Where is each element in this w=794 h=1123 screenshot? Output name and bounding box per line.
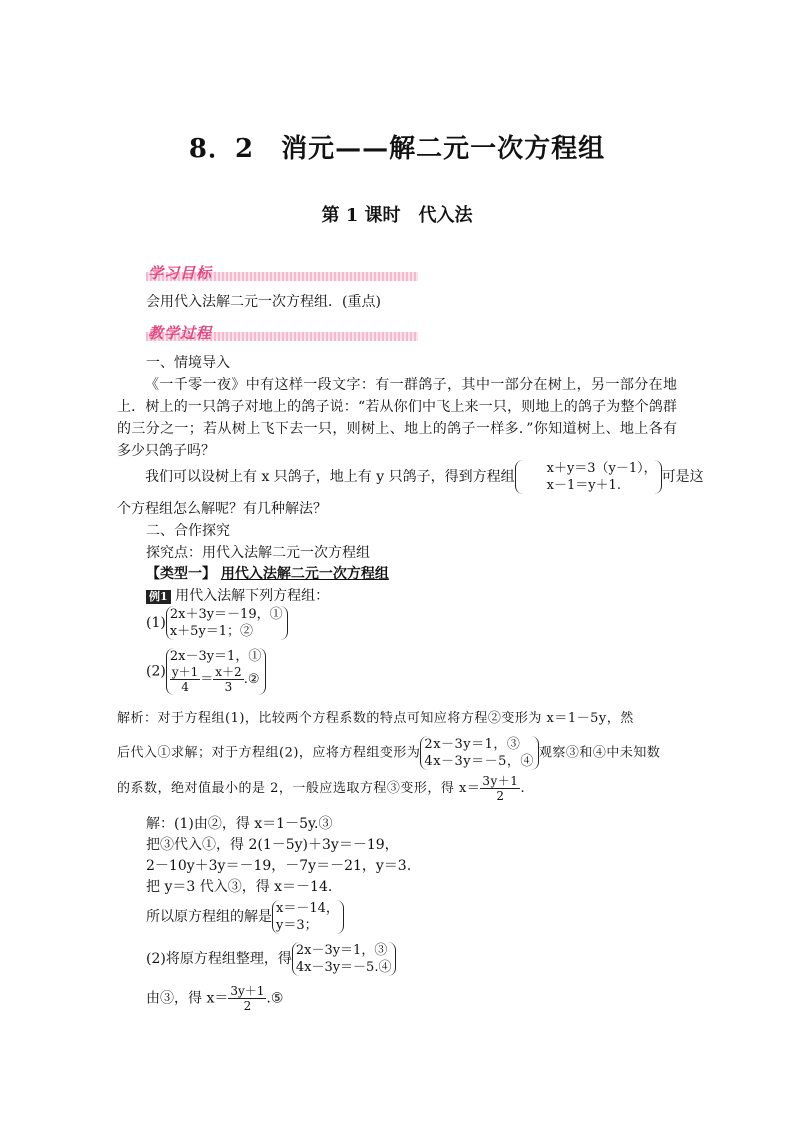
analysis-line1: 解析：对于方程组(1)，比较两个方程系数的特点可知应将方程②变形为 x＝1－5y，然 bbox=[117, 711, 634, 726]
equation: x－1＝y＋1. bbox=[546, 478, 621, 493]
analysis-text: 的系数，绝对值最小的是 2，一般应选取方程③变形，得 x＝ bbox=[117, 781, 481, 796]
section-goal-header bbox=[146, 262, 418, 284]
equation: 4x－3y＝－5，④ bbox=[424, 754, 534, 769]
assume-system bbox=[515, 460, 662, 494]
part1-heading: 一、情境导入 bbox=[146, 355, 230, 371]
fraction: $\frac{3y+1}{2}$ bbox=[482, 774, 519, 803]
assume-line2: 个方程组怎么解呢？有几种解法？ bbox=[117, 501, 327, 517]
example-text: 用代入法解下列方程组： bbox=[175, 588, 330, 604]
equation: 4x－3y＝－5.④ bbox=[295, 960, 392, 975]
solution-line4: 把 y＝3 代入③，得 x＝－14. bbox=[146, 879, 333, 895]
assume-pre: 我们可以设树上有 x 只鸽子，地上有 y 只鸽子，得到方程组 bbox=[145, 469, 515, 485]
question-2 bbox=[146, 648, 266, 695]
solution-line7: 由③，得 x＝ $\frac{3y+1}{2}$ .⑤ bbox=[146, 984, 284, 1013]
equation: x＋y＝3（y－1）， bbox=[546, 461, 657, 476]
story-paragraph: 《一千零一夜》中有这样一段文字：有一群鸽子，其中一部分在树上，另一部分在地上．树上的一只鸽子对地上的鸽子说：“若从你们中飞上来一只，则地上的鸽子为整个鸽群的三分之一；若从树上飞下去一只，则树上、地上的鸽子一样多．”你知道树上、地上各有多少只鸽子吗？ bbox=[117, 377, 677, 459]
equation: x＝－14， bbox=[276, 901, 339, 916]
type1-title: 用代入法解二元一次方程组 bbox=[220, 566, 389, 582]
q1-system bbox=[166, 606, 288, 640]
page-title: 8．2 消元——解二元一次方程组 bbox=[188, 134, 606, 164]
solution-line2: 把③代入①，得 2(1－5y)＋3y＝－19， bbox=[146, 837, 399, 853]
fraction: $\frac{x+2}{3}$ bbox=[215, 665, 242, 694]
explore-heading: 探究点：用代入法解二元一次方程组 bbox=[146, 545, 370, 561]
solution-line6 bbox=[146, 942, 396, 976]
solution-line5 bbox=[146, 900, 344, 934]
fraction: $\frac{y+1}{4}$ bbox=[171, 665, 199, 694]
equation: y＝3； bbox=[276, 918, 318, 933]
equation: 2x－3y＝1，③ bbox=[295, 943, 388, 958]
section-process-header bbox=[146, 322, 418, 344]
fraction: $\frac{3y+1}{2}$ bbox=[230, 984, 265, 1013]
q2-system bbox=[166, 648, 267, 695]
solution-text: 所以原方程组的解是 bbox=[146, 909, 272, 925]
type1-tag: 【类型一】 bbox=[146, 566, 216, 582]
assume-post: 可是这 bbox=[661, 469, 704, 485]
example-tag: 例1 bbox=[146, 590, 171, 604]
equation: 2x－3y＝1，① bbox=[169, 649, 262, 664]
analysis-line3: 的系数，绝对值最小的是 2，一般应选取方程③变形，得 x＝ $\frac{3y+1}{2}$ . bbox=[117, 774, 526, 803]
q1-label: (1) bbox=[146, 615, 166, 631]
part2-heading: 二、合作探究 bbox=[146, 523, 230, 539]
solution-line1: 解：(1)由②，得 x＝1－5y.③ bbox=[146, 816, 333, 832]
equation: 2x－3y＝1，③ bbox=[424, 737, 521, 752]
section-process-label: 教学过程 bbox=[148, 324, 213, 342]
assume-line bbox=[117, 460, 704, 494]
question-1 bbox=[146, 606, 288, 640]
solution-system bbox=[272, 900, 344, 934]
section-goal-label: 学习目标 bbox=[148, 264, 213, 282]
solution-text: (2)将原方程组整理，得 bbox=[146, 951, 292, 967]
equation: x＋5y＝1；② bbox=[169, 624, 254, 639]
analysis-text: 观察③和④中未知数 bbox=[538, 745, 661, 761]
example-line bbox=[146, 585, 329, 607]
solution-system bbox=[292, 942, 397, 976]
solution-text: 由③，得 x＝ bbox=[146, 990, 229, 1007]
analysis-line2 bbox=[117, 736, 677, 770]
type1-heading bbox=[146, 563, 389, 585]
equation: $\frac{y+1}{4}$ ＝ $\frac{x+2}{3}$ .② bbox=[171, 665, 260, 694]
goal-text: 会用代入法解二元一次方程组．(重点) bbox=[146, 294, 381, 310]
analysis-text: 后代入①求解；对于方程组(2)，应将方程组变形为 bbox=[117, 745, 421, 761]
analysis-system bbox=[420, 736, 539, 770]
q2-label: (2) bbox=[146, 663, 166, 680]
lesson-subtitle: 第 1 课时 代入法 bbox=[321, 205, 473, 226]
solution-line3: 2－10y＋3y＝－19，－7y＝－21，y＝3. bbox=[146, 858, 412, 874]
equation: 2x＋3y＝－19，① bbox=[169, 607, 283, 622]
